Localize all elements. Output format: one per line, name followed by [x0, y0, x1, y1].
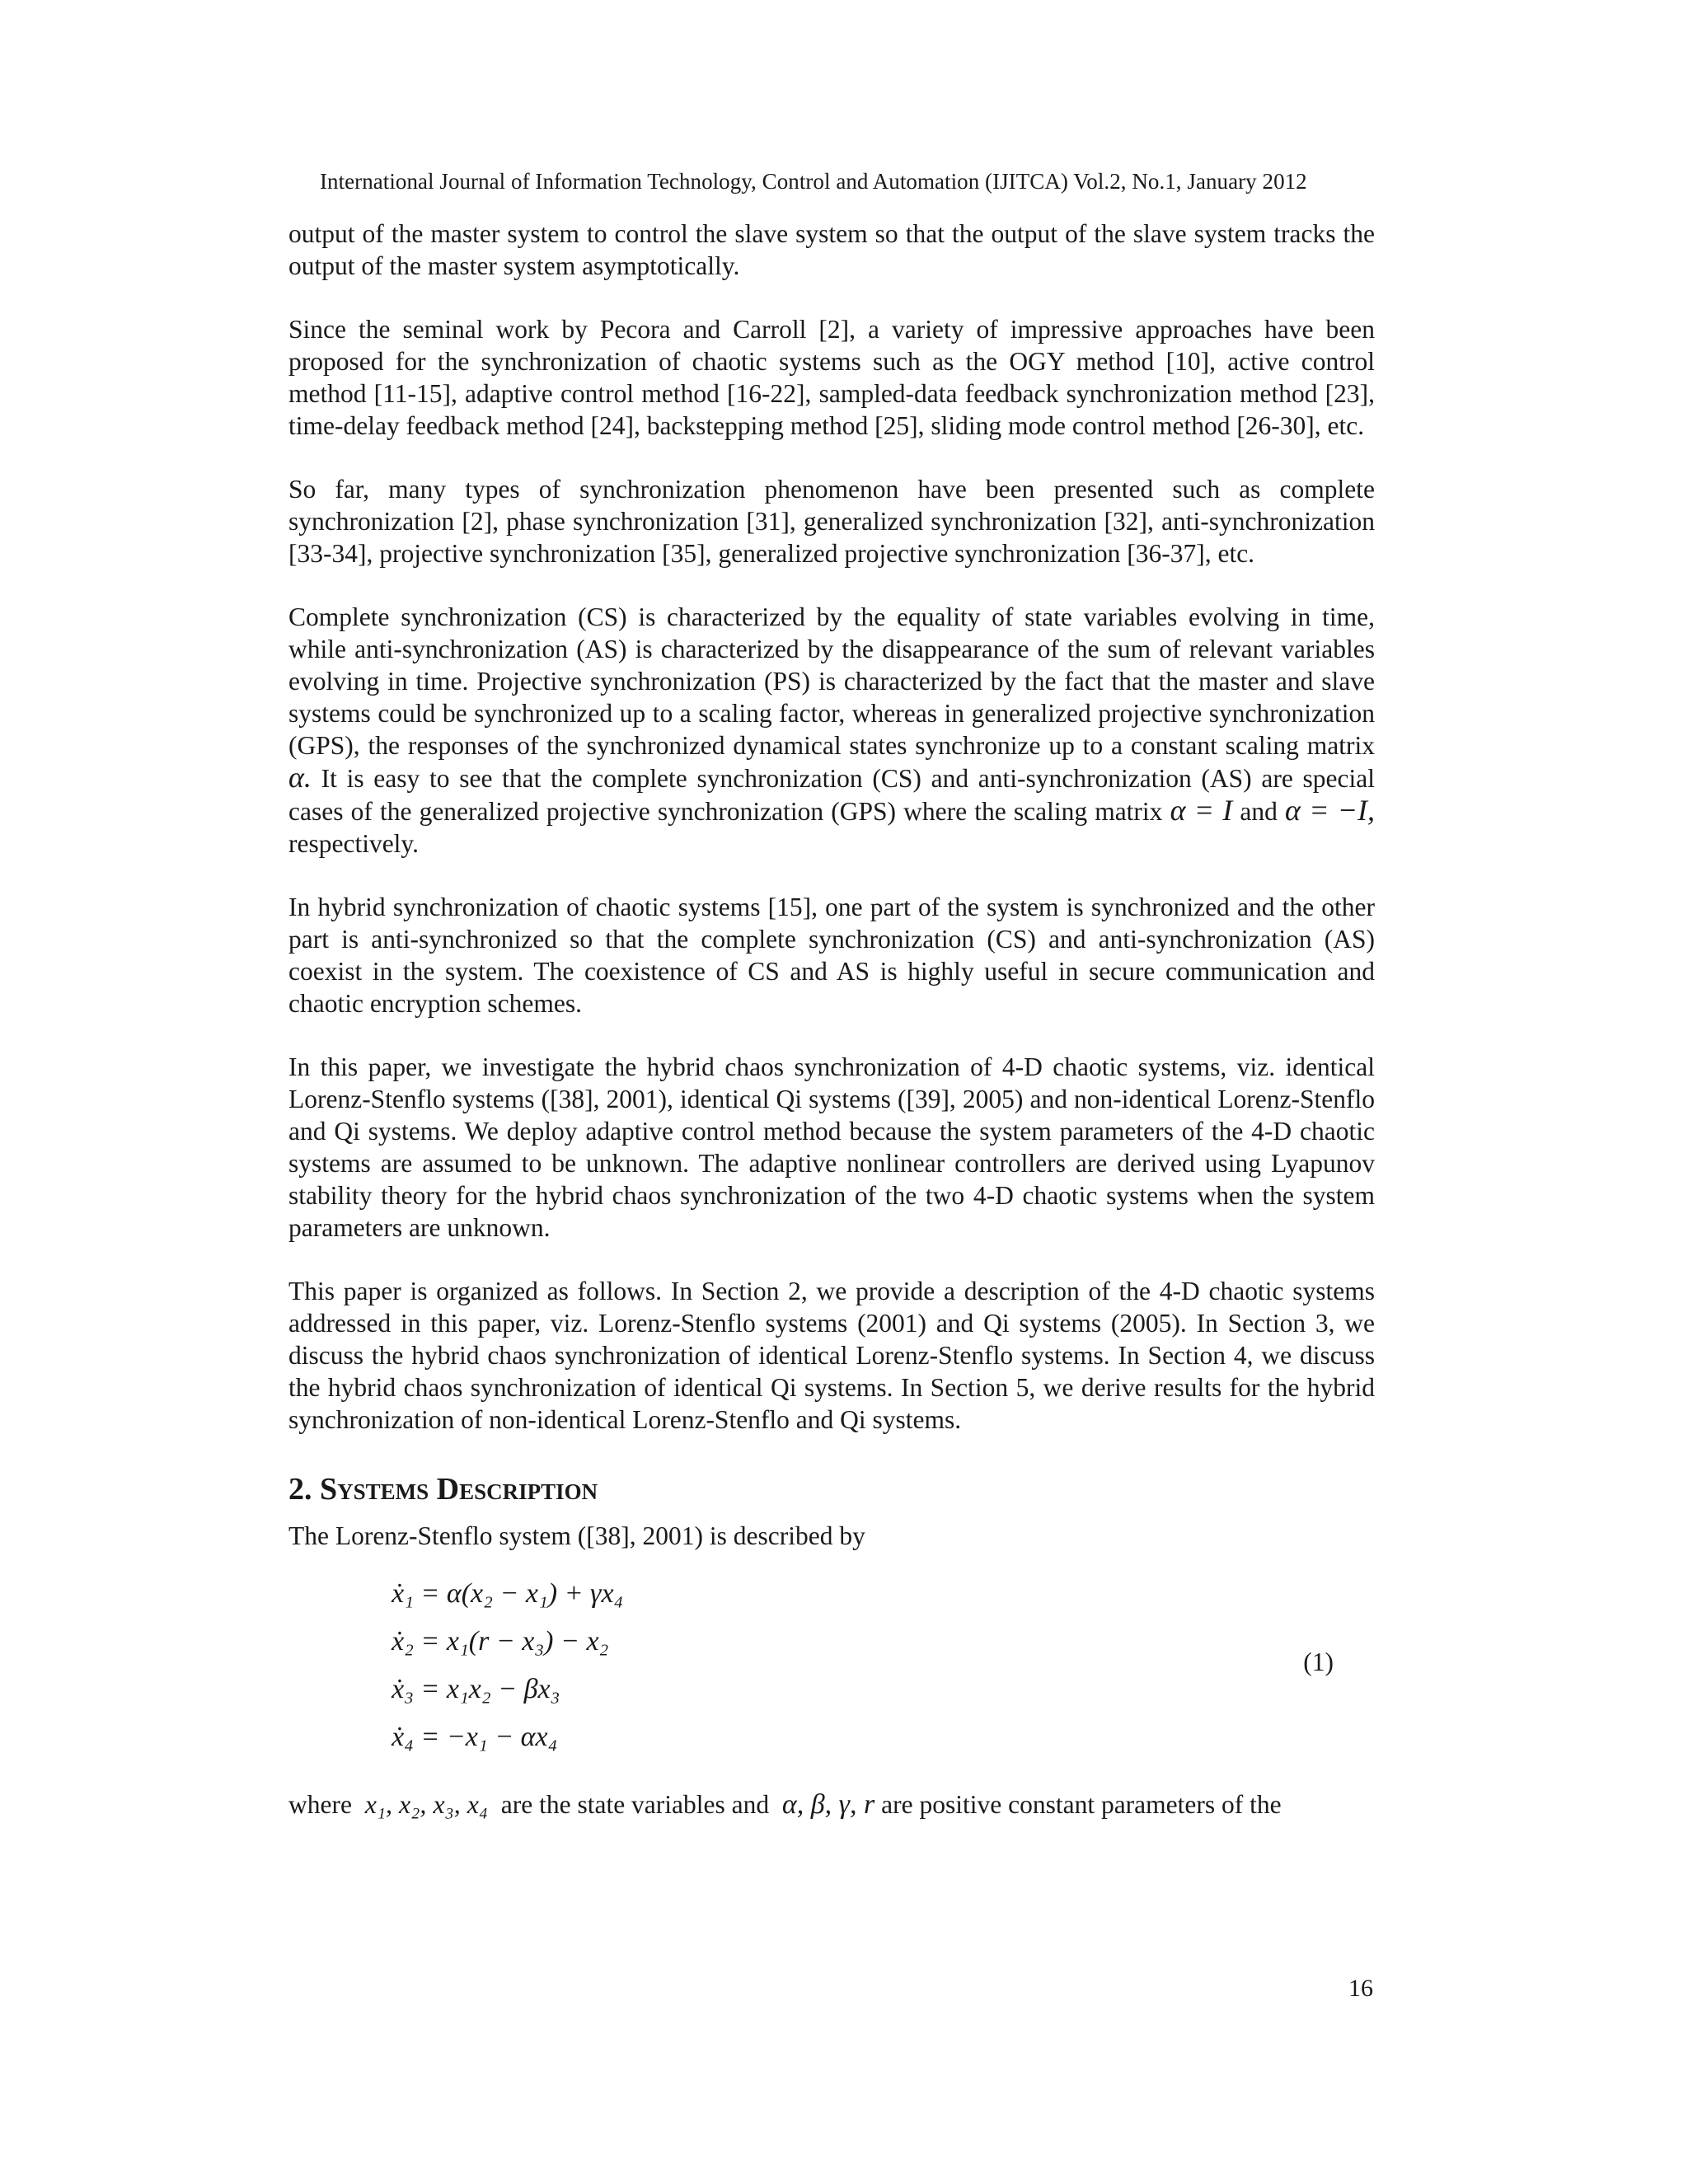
where-mid: are the state variables and — [500, 1790, 770, 1819]
definitions-text-c: respectively. — [288, 829, 420, 858]
paragraph-definitions — [288, 601, 1375, 860]
paragraph-types: So far, many types of synchronization phenomenon have been presented such as complete synchronization [2], phase synchronization [31], generalized synchronization [32], anti-synchronization [33-34], projective synchronization [35], generalized projective synchronization [36-37], etc. — [288, 475, 1375, 568]
inline-equation-negative-identity: α = −I, — [1285, 794, 1376, 827]
parameters: α, β, γ, r — [781, 1789, 875, 1820]
definitions-text-b: It is easy to see that the complete synchronization (CS) and anti-synchronization (AS) are special cases of the generalized projective synchronization (GPS) where the scaling matrix — [288, 764, 1376, 826]
paragraph-approaches: Since the seminal work by Pecora and Carroll [2], a variety of impressive approaches have been proposed for the synchronization of chaotic systems such as the OGY method [10], active control method [11-15], adaptive control method [16-22], sampled-data feedback synchronization method [23], time-delay feedback method [24], backstepping method [25], sliding mode control method [26-30], etc. — [288, 315, 1375, 440]
paragraph-organization: This paper is organized as follows. In Section 2, we provide a description of the 4-D chaotic systems addressed in this paper, viz. Lorenz-Stenflo systems (2001) and Qi systems (2005). In Section 3, we discuss the hybrid chaos synchronization of identical Lorenz-Stenflo systems. In Section 4, we discuss the hybrid chaos synchronization of identical Qi systems. In Section 5, we derive results for the hybrid synchronization of non-identical Lorenz-Stenflo and Qi systems. — [288, 1277, 1375, 1434]
definitions-text-a: Complete synchronization (CS) is characterized by the equality of state variables evolving in time, while anti-synchronization (AS) is characterized by the disappearance of the sum of relevant variables evolving in time. Projective synchronization (PS) is characterized by the fact that the master and slave systems could be synchronized up to a scaling factor, whereas in generalized projective synchronization (GPS), the responses of the synchronized dynamical states synchronize up to a constant scaling matrix — [288, 602, 1375, 760]
state-variables: x₁, x₂, x₃, x₄ — [364, 1789, 489, 1819]
page-number: 16 — [1348, 1975, 1373, 2002]
section-title: Systems Description — [320, 1472, 598, 1507]
alpha-symbol: α. — [288, 761, 312, 794]
equation-line: ẋ₃ = x₁x₂ − βx₃ — [392, 1674, 560, 1704]
section-heading — [288, 1472, 1375, 1507]
equation-lines — [392, 1570, 623, 1761]
equation-number: (1) — [1303, 1647, 1334, 1676]
paragraph-intro-continuation: output of the master system to control the slave system so that the output of the slave system tracks the output of the master system asymptotically. — [288, 219, 1375, 280]
equation-line: ẋ₁ = α(x₂ − x₁) + γx₄ — [392, 1578, 624, 1609]
paragraph-hybrid: In hybrid synchronization of chaotic systems [15], one part of the system is synchronized and the other part is anti-synchronized so that the complete synchronization (CS) and anti-synchronization (AS) coexist in the system. The coexistence of CS and AS is highly useful in secure communication and chaotic encryption schemes. — [288, 893, 1375, 1018]
definitions-and: and — [1240, 797, 1278, 826]
paragraph-this-paper: In this paper, we investigate the hybrid chaos synchronization of 4-D chaotic systems, viz. identical Lorenz-Stenflo systems ([38], 2001), identical Qi systems ([39], 2005) and non-identical Lorenz-Stenflo and Qi systems. We deploy adaptive control method because the system parameters of the 4-D chaotic systems are assumed to be unknown. The adaptive nonlinear controllers are derived using Lyapunov stability theory for the hybrid chaos synchronization of the two 4-D chaotic systems when the system parameters are unknown. — [288, 1052, 1375, 1242]
equation-block — [288, 1570, 1375, 1776]
equation-line: ẋ₂ = x₁(r − x₃) − x₂ — [392, 1626, 609, 1657]
page-body — [288, 218, 1375, 1821]
running-header: International Journal of Information Technology, Control and Automation (IJITCA) Vol.2, No.1, January 2012 — [320, 169, 1307, 194]
inline-equation-identity: α = I — [1170, 794, 1233, 827]
equation-line: ẋ₄ = −x₁ − αx₄ — [392, 1722, 558, 1752]
section-number: 2. — [288, 1472, 312, 1507]
where-line — [288, 1788, 1375, 1821]
where-lead: where — [288, 1790, 352, 1819]
where-tail: are positive constant parameters of the — [881, 1790, 1282, 1819]
section-intro: The Lorenz-Stenflo system ([38], 2001) is described by — [288, 1521, 865, 1550]
